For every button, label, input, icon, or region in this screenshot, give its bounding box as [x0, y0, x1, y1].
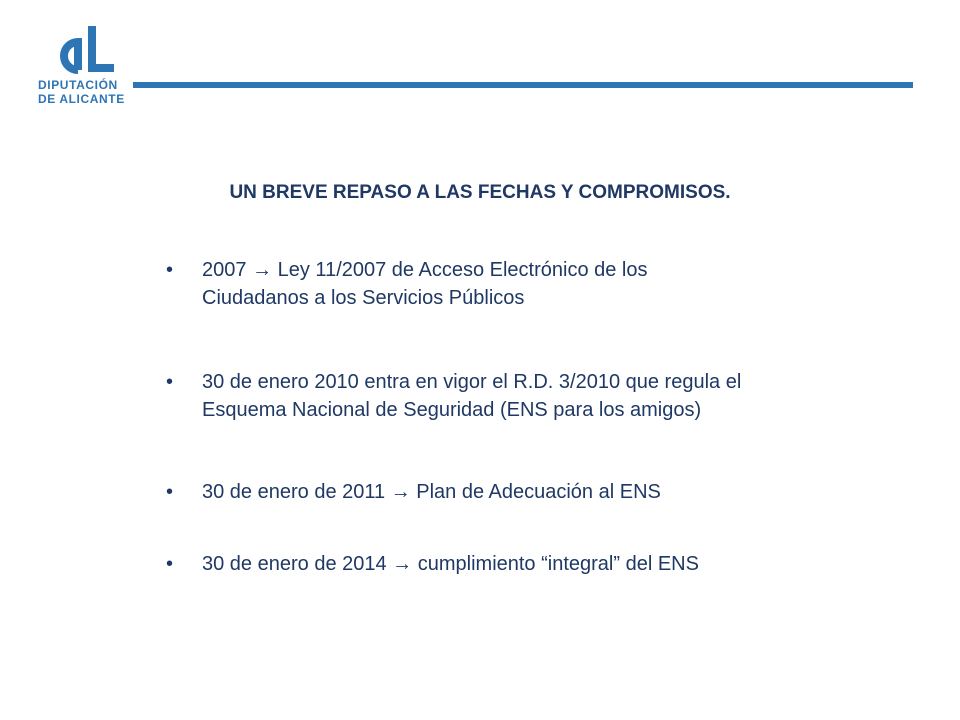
bullet-prefix: 30 de enero de 2011 — [202, 481, 386, 503]
arrow-right-icon: → — [392, 553, 413, 575]
bullet-text: cumplimiento “integral” del ENS — [417, 553, 699, 575]
bullet-item-2011 — [160, 478, 661, 506]
header-divider-line — [133, 82, 913, 88]
bullet-line — [202, 550, 699, 578]
slide-title: UN BREVE REPASO A LAS FECHAS Y COMPROMISOS. — [229, 182, 731, 203]
diputacion-alicante-logo — [32, 14, 132, 118]
logo-text — [38, 78, 125, 106]
bullet-item-2014 — [160, 550, 699, 578]
logo-line-2: DE ALICANTE — [38, 92, 125, 106]
al-logo-mark-icon — [52, 22, 116, 74]
arrow-right-icon: → — [252, 259, 273, 281]
bullet-prefix: 30 de enero de 2014 — [202, 553, 387, 575]
bullet-line — [202, 256, 648, 284]
bullet-text: Plan de Adecuación al ENS — [416, 481, 661, 503]
arrow-right-icon: → — [390, 481, 411, 503]
bullet-text-continuation: Ciudadanos a los Servicios Públicos — [202, 287, 525, 309]
logo-line-1: DIPUTACIÓN — [38, 78, 118, 92]
bullet-item-2010 — [160, 368, 741, 424]
bullet-item-2007 — [160, 256, 648, 312]
bullet-text-continuation: Esquema Nacional de Seguridad (ENS para los amigos) — [202, 399, 702, 421]
bullet-text: • 30 de enero 2010 entra en vigor el R.D. 3/2010 que regula el — [202, 371, 742, 393]
bullet-line — [202, 478, 661, 506]
bullet-text: Ley 11/2007 de Acceso Electrónico de los — [277, 259, 648, 281]
bullet-year: 2007 — [202, 259, 247, 281]
